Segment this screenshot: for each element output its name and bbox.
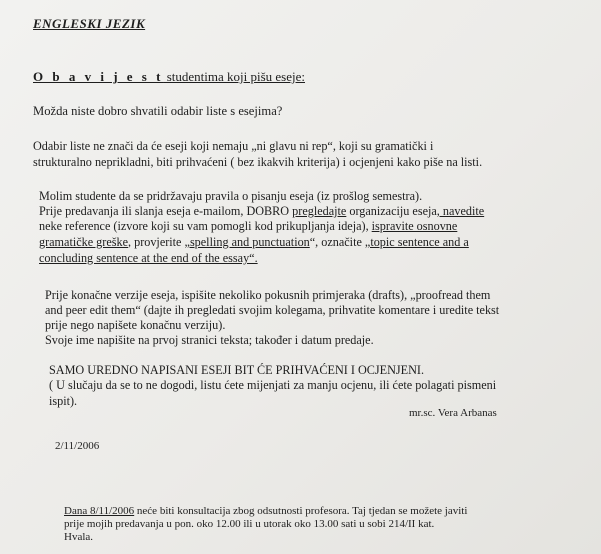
notice-heading: [33, 69, 305, 84]
paragraph-4-line-1: Prije konačne verzije eseja, ispišite nekoliko pokusnih primjeraka (drafts), „proofread them: [45, 288, 491, 302]
paragraph-3-line-3: [39, 219, 457, 234]
text-run: Prije predavanja ili slanja eseja e-mailom, DOBRO: [39, 204, 293, 218]
paragraph-2-line-2: strukturalno neprikladni, biti prihvaćeni ( bez ikakvih kriterija) i ocjenjeni kako piše na listi.: [33, 155, 483, 169]
underlined-text: ispravite osnovne: [371, 219, 458, 233]
underlined-text: , navedite: [436, 204, 485, 218]
footer-line-2: prije mojih predavanja u pon. oko 12.00 ili u utorak oko 13.00 sati u sobi 214/II kat.: [64, 518, 435, 530]
paragraph-4-line-3: prije nego napišete konačnu verziju).: [45, 318, 226, 332]
paragraph-5-line-3: ispit).: [49, 394, 78, 408]
underlined-text: „topic sentence and a: [364, 235, 469, 249]
paragraph-2-line-1: Odabir liste ne znači da će eseji koji nemaju „ni glavu ni rep“, koji su gramatički i: [33, 139, 434, 153]
document-date: 2/11/2006: [55, 440, 100, 452]
underlined-text: „spelling and punctuation: [184, 235, 310, 249]
paragraph-4-line-4: Svoje ime napišite na prvoj stranici teksta; također i datum predaje.: [45, 333, 374, 347]
paragraph-3-line-4: [39, 235, 469, 250]
text-run: neće biti konsultacija zbog odsutnosti profesora. Taj tjedan se možete javiti: [134, 505, 468, 517]
footer-date: Dana 8/11/2006: [64, 505, 135, 517]
signature: mr.sc. Vera Arbanas: [409, 407, 497, 419]
paragraph-3-line-1: Molim studente da se pridržavaju pravila o pisanju eseja (iz prošlog semestra).: [39, 189, 423, 203]
paragraph-3-line-2: [39, 204, 484, 219]
underlined-text: gramatičke greške: [39, 235, 128, 249]
question-line: Možda niste dobro shvatili odabir liste s esejima?: [33, 104, 283, 118]
underlined-text: pregledajte: [292, 204, 347, 218]
paragraph-5-line-1: SAMO UREDNO NAPISANI ESEJI BIT ĆE PRIHVAĆENI I OCJENJENI.: [49, 363, 425, 377]
text-run: , provjerite: [128, 235, 185, 249]
notice-word: O b a v i j e s t: [33, 69, 164, 84]
page-title: ENGLESKI JEZIK: [33, 16, 146, 31]
text-run: organizaciju eseja: [346, 204, 437, 218]
text-run: “, označite: [309, 235, 365, 249]
notice-subtitle: studentima koji pišu eseje:: [163, 69, 305, 84]
footer-line-3: Hvala.: [64, 531, 94, 543]
paragraph-4-line-2: and peer edit them“ (dajte ih pregledati svojim kolegama, prihvatite komentare i uredite tekst: [45, 303, 500, 317]
paragraph-5-line-2: ( U slučaju da se to ne dogodi, listu ćete mijenjati za manju ocjenu, ili ćete polagati pismeni: [49, 378, 497, 392]
paragraph-3-line-5: concluding sentence at the end of the essay“.: [39, 251, 258, 265]
text-run: neke reference (izvore koji su vam pomogli kod prikupljanja ideja),: [39, 219, 372, 233]
